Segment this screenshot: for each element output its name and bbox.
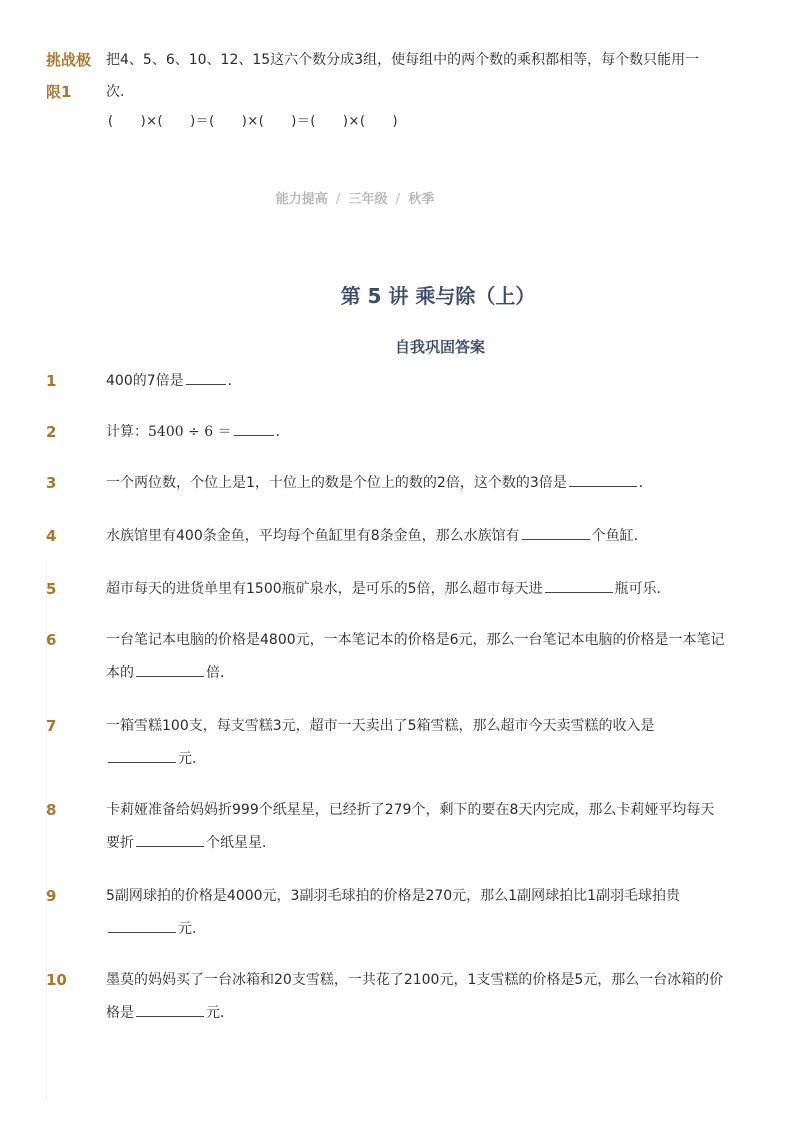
- question-text: 墨莫的妈妈买了一台冰箱和20支雪糕，一共花了2100元，1支雪糕的价格是5元，那么一台冰箱的价格是 元．: [106, 972, 724, 1021]
- breadcrumb: [0, 188, 710, 207]
- question-number: 3: [46, 474, 57, 492]
- question-number: 7: [46, 717, 57, 735]
- answer-blank[interactable]: [569, 472, 637, 487]
- question-number: 1: [46, 372, 57, 390]
- answer-blank[interactable]: [136, 1002, 204, 1017]
- question-text: 一箱雪糕100支，每支雪糕3元，超市一天卖出了5箱雪糕，那么超市今天卖雪糕的收入是元．: [106, 718, 655, 767]
- question-number: 4: [46, 527, 57, 545]
- question-number: 5: [46, 580, 57, 598]
- question-number: 2: [46, 423, 57, 441]
- question-text: 计算：5400 ÷ 6 ＝ ．: [106, 416, 726, 449]
- answer-blank[interactable]: [234, 421, 274, 436]
- section-title: 自我巩固答案: [394, 338, 485, 356]
- answer-blank[interactable]: [186, 370, 226, 385]
- breadcrumb-item: 能力提高: [275, 192, 328, 207]
- question-text: 一台笔记本电脑的价格是4800元，一本笔记本的价格是6元，那么一台笔记本电脑的价格是一本笔记本的 倍．: [106, 632, 725, 681]
- question-text: 超市每天的进货单里有1500瓶矿泉水，是可乐的5倍，那么超市每天进 瓶可乐．: [106, 573, 726, 606]
- answer-blank[interactable]: [522, 525, 590, 540]
- question-number: 6: [46, 631, 57, 649]
- breadcrumb-item: 三年级: [348, 192, 388, 207]
- breadcrumb-item: 秋季: [408, 192, 435, 207]
- question-text: 一个两位数，个位上是1，十位上的数是个位上的数的2倍，这个数的3倍是 ．: [106, 467, 726, 500]
- challenge-text: 把4、5、6、10、12、15这六个数分成3组，使每组中的两个数的乘积都相等，每个数只能用一次．: [106, 52, 700, 100]
- question-text: 5副网球拍的价格是4000元，3副羽毛球拍的价格是270元，那么1副网球拍比1副羽毛球拍贵元．: [106, 888, 680, 937]
- question-text: 卡莉娅准备给妈妈折999个纸星星，已经折了279个，剩下的要在8天内完成，那么卡莉娅平均每天要折 个纸星星．: [106, 802, 715, 851]
- question-number: 8: [46, 801, 57, 819]
- question-text: 400的7倍是 ．: [106, 365, 726, 398]
- answer-blank[interactable]: [108, 918, 176, 933]
- question-number: 10: [46, 971, 67, 989]
- challenge-formula: ( )×( )＝( )×( )＝( )×( ): [108, 114, 399, 129]
- question-text: 水族馆里有400条金鱼，平均每个鱼缸里有8条金鱼，那么水族馆有 个鱼缸．: [106, 520, 726, 553]
- answer-blank[interactable]: [136, 662, 204, 677]
- breadcrumb-separator: /: [335, 192, 341, 207]
- question-number: 9: [46, 887, 57, 905]
- answer-blank[interactable]: [108, 748, 176, 763]
- answer-blank[interactable]: [545, 578, 613, 593]
- math-expression: 5400 ÷ 6 ＝: [148, 424, 232, 440]
- breadcrumb-separator: /: [395, 192, 401, 207]
- challenge-tag: 挑战极 限1: [46, 51, 92, 101]
- answer-blank[interactable]: [136, 832, 204, 847]
- lecture-title: 第 5 讲 乘与除（上）: [340, 284, 536, 308]
